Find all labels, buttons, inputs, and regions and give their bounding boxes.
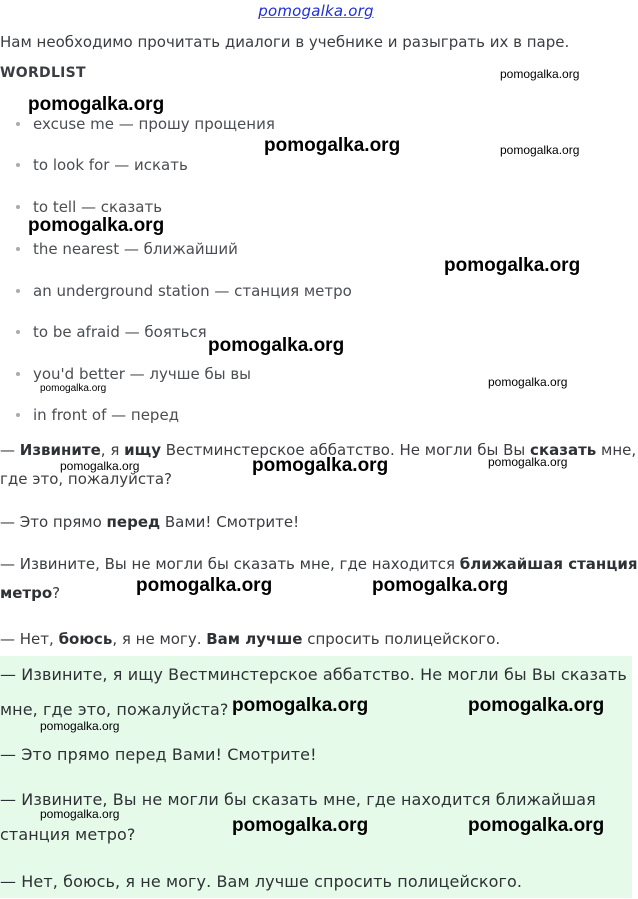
watermark: pomogalka.org: [28, 215, 165, 236]
wordlist-item: in front of — перед: [16, 406, 179, 424]
watermark: pomogalka.org: [40, 807, 120, 821]
bullet-icon: [16, 205, 20, 209]
watermark: pomogalka.org: [444, 255, 581, 276]
dialogue-line-4: — Нет, боюсь, я не могу. Вам лучше спросить полицейского.: [0, 630, 501, 648]
wordlist-item: excuse me — прошу прощения: [16, 115, 275, 133]
dialogue-line-3: — Извините, Вы не могли бы сказать мне, где находится ближайшая станция метро?: [0, 555, 638, 602]
watermark: pomogalka.org: [500, 67, 580, 81]
wordlist-item: an underground station — станция метро: [16, 282, 352, 300]
watermark: pomogalka.org: [60, 459, 140, 473]
translation-line-2: — Это прямо перед Вами! Смотрите!: [0, 745, 317, 764]
wordlist-heading: WORDLIST: [0, 65, 86, 81]
bullet-icon: [16, 289, 20, 293]
watermark: pomogalka.org: [232, 695, 369, 716]
translation-line-1a: — Извините, я ищу Вестминстерское аббатство. Не могли бы Вы сказать: [0, 665, 627, 684]
watermark: pomogalka.org: [232, 815, 369, 836]
watermark: pomogalka.org: [264, 135, 401, 156]
site-logo[interactable]: pomogalka.org: [258, 2, 374, 20]
bullet-icon: [16, 247, 20, 251]
bullet-icon: [16, 330, 20, 334]
wordlist-item: to look for — искать: [16, 156, 188, 174]
watermark: pomogalka.org: [136, 575, 273, 596]
wordlist-item: the nearest — ближайший: [16, 240, 238, 258]
wordlist-item: to be afraid — бояться: [16, 323, 207, 341]
translation-line-3a: — Извините, Вы не могли бы сказать мне, где находится ближайшая: [0, 790, 596, 809]
translation-line-4: — Нет, боюсь, я не могу. Вам лучше спросить полицейского.: [0, 872, 523, 891]
watermark: pomogalka.org: [500, 143, 580, 157]
watermark: pomogalka.org: [488, 375, 568, 389]
watermark: pomogalka.org: [40, 383, 107, 394]
wordlist-item: to tell — сказать: [16, 198, 162, 216]
watermark: pomogalka.org: [208, 335, 345, 356]
dialogue-line-1: — Извините, я ищу Вестминстерское аббатство. Не могли бы Вы сказать мне, где это, пожалуйста?: [0, 441, 637, 488]
watermark: pomogalka.org: [28, 94, 165, 115]
intro-text: Нам необходимо прочитать диалоги в учебнике и разыграть их в паре.: [0, 33, 570, 51]
translation-line-3b: станция метро?: [0, 825, 136, 844]
bullet-icon: [16, 122, 20, 126]
watermark: pomogalka.org: [40, 719, 120, 733]
watermark: pomogalka.org: [468, 695, 605, 716]
translation-line-1b: мне, где это, пожалуйста?: [0, 700, 229, 719]
watermark: pomogalka.org: [488, 455, 568, 469]
bullet-icon: [16, 413, 20, 417]
dialogue-line-2: — Это прямо перед Вами! Смотрите!: [0, 513, 300, 531]
bullet-icon: [16, 163, 20, 167]
watermark: pomogalka.org: [372, 575, 509, 596]
watermark: pomogalka.org: [468, 815, 605, 836]
bullet-icon: [16, 372, 20, 376]
wordlist-item: you'd better — лучше бы вы: [16, 365, 251, 383]
watermark: pomogalka.org: [252, 455, 389, 476]
